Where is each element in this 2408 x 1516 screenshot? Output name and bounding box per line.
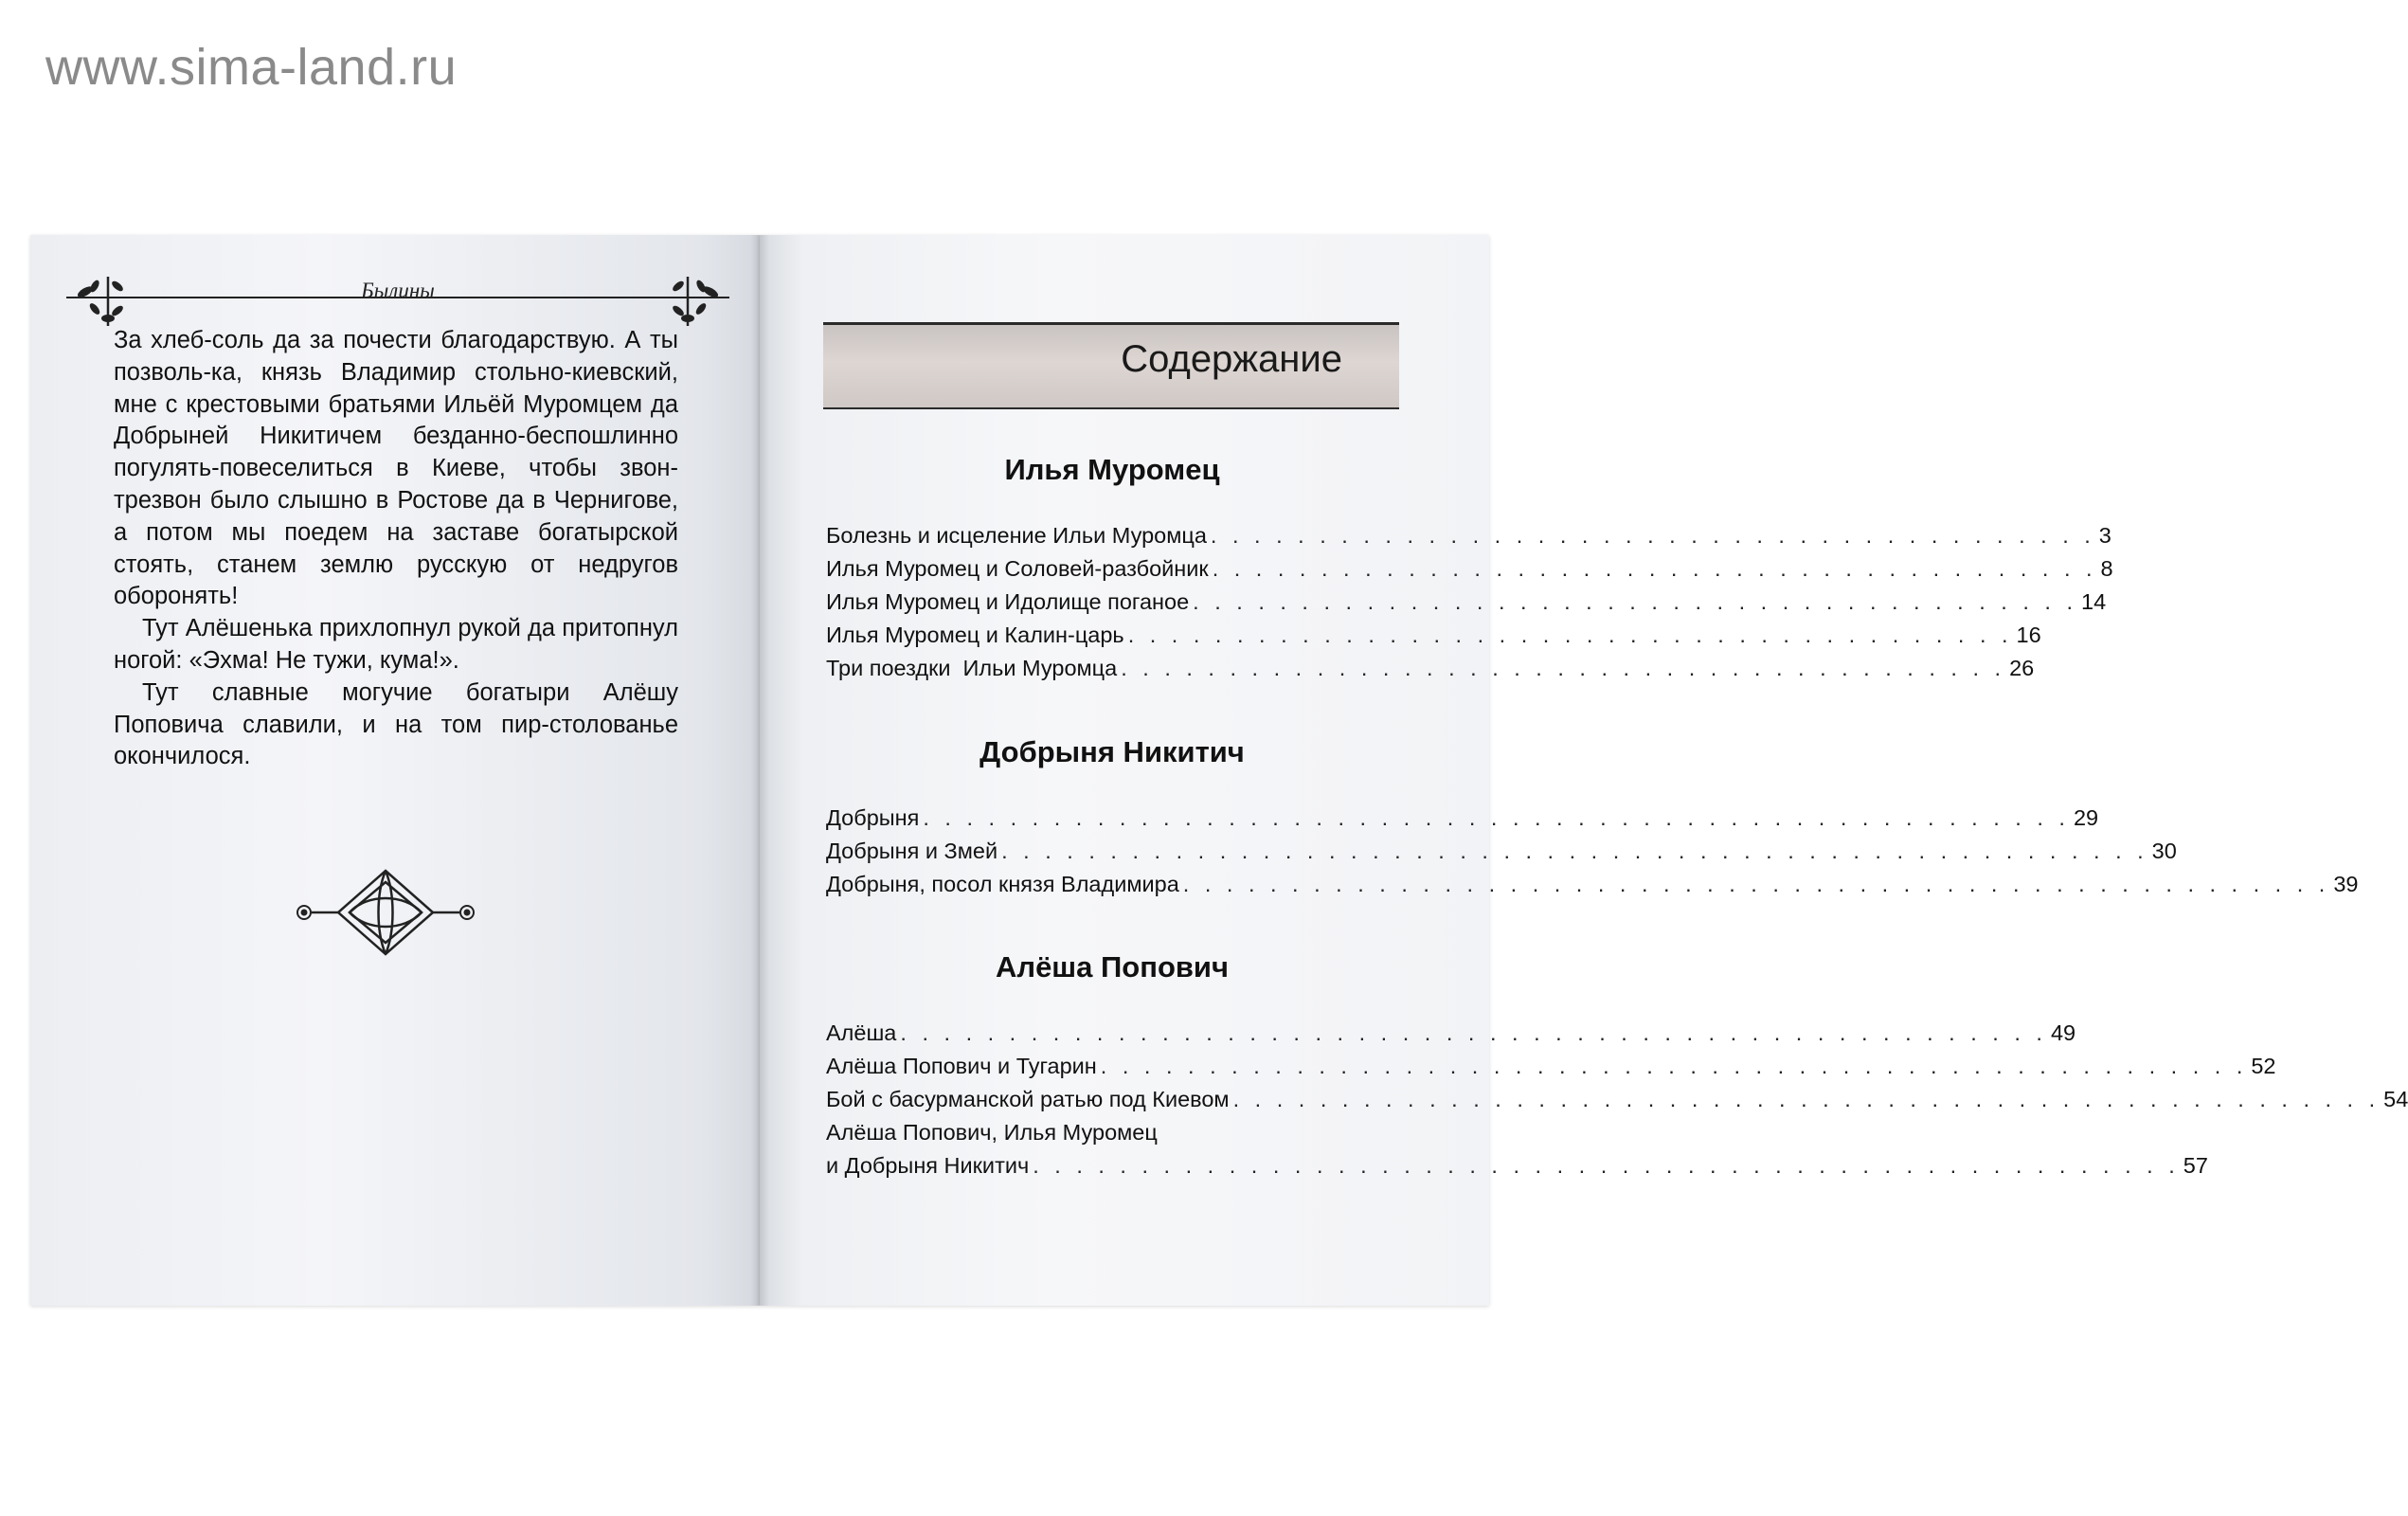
toc-list <box>826 1017 2408 1182</box>
toc-entry-title: и Добрыня Никитич <box>826 1153 1030 1178</box>
toc-entry-page: 26 <box>2009 656 2035 680</box>
toc-section-dobrynya <box>826 735 2359 901</box>
toc-entry-title: Добрыня, посол князя Владимира <box>826 872 1179 896</box>
toc-entry-page: 16 <box>2016 623 2041 647</box>
toc-section-ilya <box>826 453 2113 685</box>
paragraph: За хлеб-соль да за почести благодарствую. А ты позволь-ка, князь Владимир стольно-киевский, мне с крестовыми братьями Ильёй Муромцем да Добрыней Никитичем безданно-беспошлинно погулять-повеселиться в Киеве, чтобы звон-трезвон было слышно в Ростове да в Чернигове, а потом мы поедем на заставе богатырской стоять, станем землю русскую от недругов оборонять! <box>114 327 678 610</box>
toc-entry[interactable]: Илья Муромец и Идолище поганое . . . . . . . . . . . . . . . . . . . . . . . . . . . . . . . . . . . . . . . . . 14 <box>826 586 1398 619</box>
toc-entry[interactable]: Илья Муромец и Калин-царь . . . . . . . . . . . . . . . . . . . . . . . . . . . . . . . . . . . . . . . . . 16 <box>826 619 1398 652</box>
toc-entry[interactable]: Болезнь и исцеление Ильи Муромца . . . . . . . . . . . . . . . . . . . . . . . . . . . . . . . . . . . . . . . . . 3 <box>826 519 1398 552</box>
toc-entry-page: 29 <box>2073 805 2099 830</box>
decorative-ornament-icon <box>291 865 480 960</box>
left-page <box>30 235 760 1306</box>
toc-banner <box>823 322 1399 409</box>
watermark: www.sima-land.ru <box>45 39 458 96</box>
section-heading: Илья Муромец <box>1004 453 1220 486</box>
toc-entry-title: Илья Муромец и Калин-царь <box>826 623 1124 647</box>
toc-entry[interactable]: Алёша . . . . . . . . . . . . . . . . . . . . . . . . . . . . . . . . . . . . . . . . . . . . . . . . . . . . . 49 <box>826 1017 1398 1050</box>
paragraph: Тут славные могучие богатыри Алёшу Поповича славили, и на том пир-столованье окончилося. <box>114 678 678 770</box>
toc-entry-title: Болезнь и исцеление Ильи Муромца <box>826 523 1207 548</box>
toc-list <box>826 802 2359 901</box>
toc-entry[interactable]: Три поездки Ильи Муромца . . . . . . . . . . . . . . . . . . . . . . . . . . . . . . . . . . . . . . . . . 26 <box>826 652 1398 685</box>
toc-entry-title: Алёша <box>826 1020 897 1045</box>
running-head <box>66 273 729 330</box>
book-spread <box>30 235 2408 1306</box>
toc-entry[interactable]: Бой с басурманской ратью под Киевом . . . . . . . . . . . . . . . . . . . . . . . . . . . . . . . . . . . . . . . . . . . . . . . . . . . . . 54 <box>826 1083 1398 1116</box>
toc-entry-page: 52 <box>2251 1054 2276 1078</box>
toc-title: Содержание <box>1121 338 1342 380</box>
section-heading: Добрыня Никитич <box>979 735 1245 768</box>
toc-entry[interactable]: и Добрыня Никитич . . . . . . . . . . . . . . . . . . . . . . . . . . . . . . . . . . . . . . . . . . . . . . . . . . . . . 57 <box>826 1149 1398 1182</box>
toc-entry-first-line[interactable] <box>826 1116 1398 1149</box>
toc-entry-page: 30 <box>2151 839 2177 863</box>
toc-entry-title: Бой с басурманской ратью под Киевом <box>826 1087 1230 1111</box>
book-gutter <box>750 235 769 1306</box>
running-title: Былины <box>361 279 435 302</box>
toc-entry[interactable]: Алёша Попович и Тугарин . . . . . . . . . . . . . . . . . . . . . . . . . . . . . . . . . . . . . . . . . . . . . . . . . . . . . 52 <box>826 1050 1398 1083</box>
toc-entry-page: 14 <box>2081 589 2107 614</box>
toc-entry-title: Илья Муромец и Соловей-разбойник <box>826 556 1209 581</box>
toc-entry[interactable]: Илья Муромец и Соловей-разбойник . . . . . . . . . . . . . . . . . . . . . . . . . . . . . . . . . . . . . . . . . 8 <box>826 552 1398 586</box>
toc-entry-title: Алёша Попович и Тугарин <box>826 1054 1097 1078</box>
section-heading: Алёша Попович <box>995 950 1229 984</box>
toc-entry[interactable]: Добрыня и Змей . . . . . . . . . . . . . . . . . . . . . . . . . . . . . . . . . . . . . . . . . . . . . . . . . . . . . 30 <box>826 835 1398 868</box>
toc-entry-page: 54 <box>2383 1087 2408 1111</box>
toc-entry-title: Илья Муромец и Идолище поганое <box>826 589 1190 614</box>
toc-entry-page: 49 <box>2050 1020 2076 1045</box>
body-text <box>114 325 678 773</box>
toc-entry-title: Добрыня и Змей <box>826 839 998 863</box>
right-page <box>760 235 2408 1306</box>
toc-entry-title: Три поездки Ильи Муромца <box>826 656 1118 680</box>
toc-entry-page: 3 <box>2098 523 2111 548</box>
toc-entry-page: 57 <box>2183 1153 2208 1178</box>
paragraph: Тут Алёшенька прихлопнул рукой да притопнул ногой: «Эхма! Не тужи, кума!». <box>114 615 678 674</box>
toc-entry[interactable]: Добрыня, посол князя Владимира . . . . . . . . . . . . . . . . . . . . . . . . . . . . . . . . . . . . . . . . . . . . . . . . . . . . . 39 <box>826 868 1398 901</box>
toc-section-alyosha <box>826 950 2408 1182</box>
toc-entry-title: Алёша Попович, Илья Муромец <box>826 1120 1158 1145</box>
toc-entry[interactable]: Добрыня . . . . . . . . . . . . . . . . . . . . . . . . . . . . . . . . . . . . . . . . . . . . . . . . . . . . . 29 <box>826 802 1398 835</box>
toc-list <box>826 519 2113 685</box>
toc-entry-page: 8 <box>2100 556 2113 581</box>
toc-entry-page: 39 <box>2333 872 2359 896</box>
toc-entry-title: Добрыня <box>826 805 920 830</box>
